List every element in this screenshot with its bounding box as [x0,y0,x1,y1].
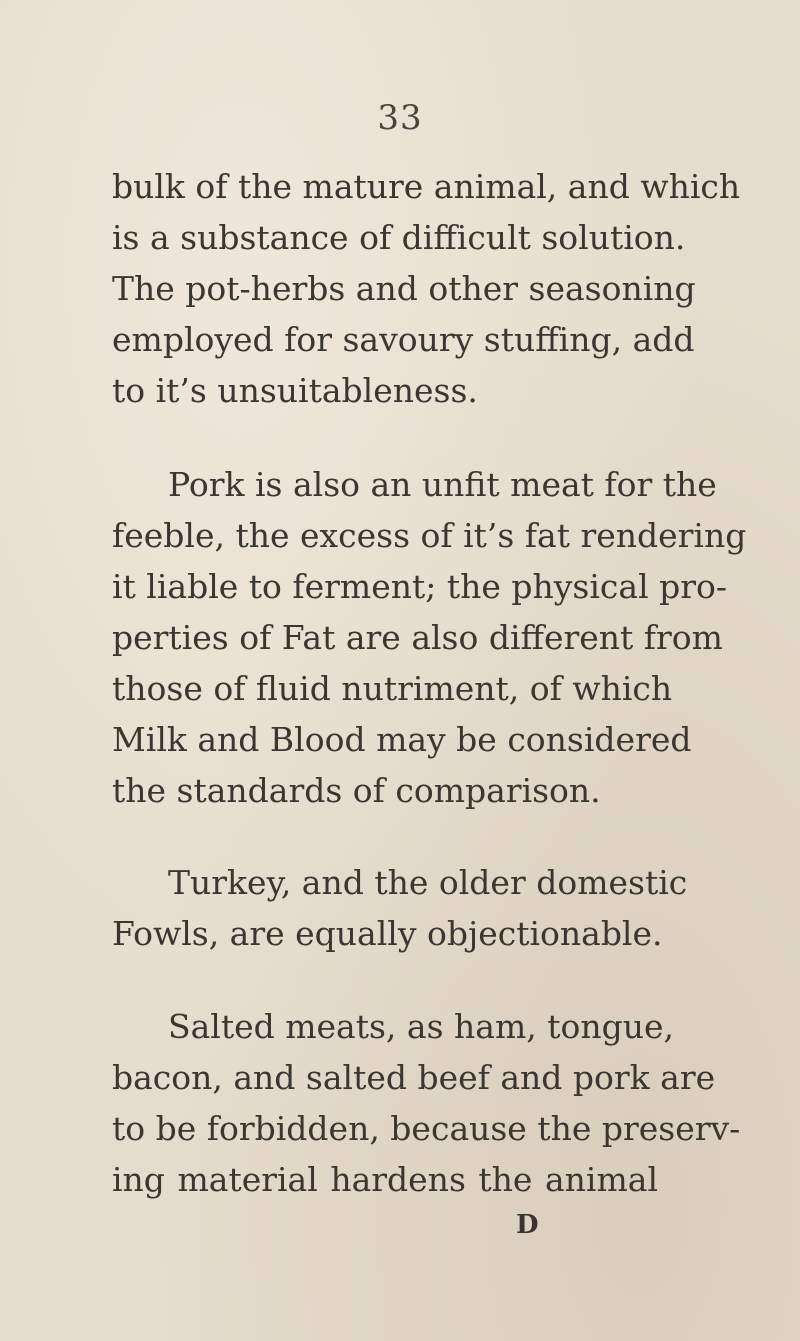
signature-mark: D [516,1210,539,1240]
page-number: 33 [377,98,423,138]
text-line: the standards of comparison. [112,771,601,810]
text-line: ing material hardens the animal [112,1160,658,1199]
text-line: bacon, and salted beef and pork are [112,1058,716,1097]
text-line: Fowls, are equally objectionable. [112,914,663,953]
text-line: it liable to ferment; the physical pro- [112,567,728,606]
text-line: perties of Fat are also different from [112,618,723,657]
text-line: Milk and Blood may be considered [112,720,692,759]
text-line: Salted meats, as ham, tongue, [168,1007,674,1046]
text-line: Turkey, and the older domestic [168,863,688,902]
text-line: feeble, the excess of it’s fat rendering [112,516,747,555]
text-line: Pork is also an unfit meat for the [168,465,717,504]
text-line: those of fluid nutriment, of which [112,669,673,708]
text-line: to be forbidden, because the preserv- [112,1109,741,1148]
text-line: bulk of the mature animal, and which [112,167,741,206]
text-line: to it’s unsuitableness. [112,371,478,410]
text-line: employed for savoury stuffing, add [112,320,695,359]
text-line: is a substance of difficult solution. [112,218,686,257]
text-line: The pot-herbs and other seasoning [112,269,696,308]
